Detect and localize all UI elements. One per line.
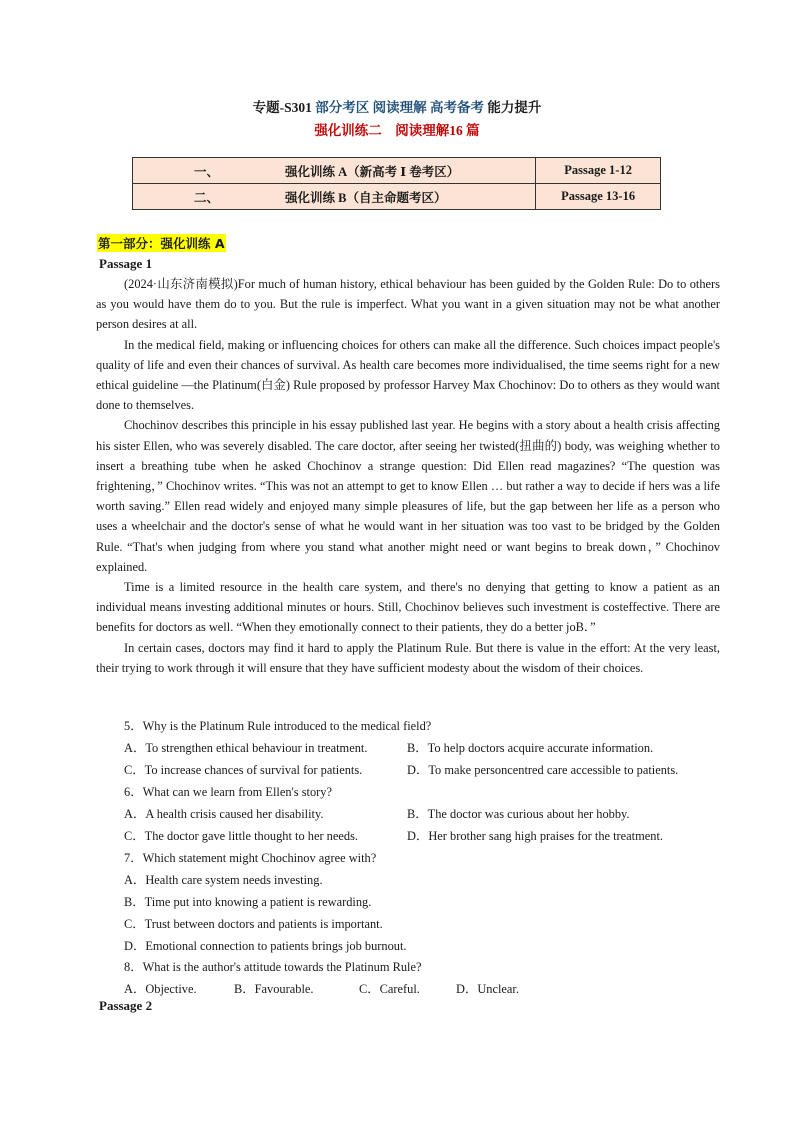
question-stem: 6．What can we learn from Ellen's story? xyxy=(124,785,332,799)
question-stem: 5．Why is the Platinum Rule introduced to the medical field? xyxy=(124,719,432,733)
option: D．Unclear. xyxy=(456,982,519,996)
option: A．Health care system needs investing. xyxy=(124,873,323,887)
option: C．Trust between doctors and patients is important. xyxy=(124,917,383,931)
contents-number: 一、 xyxy=(193,164,219,179)
question-stem: 7．Which statement might Chochinov agree with? xyxy=(124,851,377,865)
option: D．Her brother sang high praises for the treatment. xyxy=(407,829,663,843)
option: C．The doctor gave little thought to her needs. xyxy=(124,829,358,843)
option: B．To help doctors acquire accurate information. xyxy=(407,741,654,755)
title-suffix: 能力提升 xyxy=(487,100,542,115)
contents-range: Passage 13-16 xyxy=(536,184,661,210)
option: C．Careful. xyxy=(359,982,420,996)
document-subtitle: 强化训练二 阅读理解16 篇 xyxy=(314,123,480,138)
passage-label: Passage 1 xyxy=(99,256,153,271)
option: D．To make personcentred care accessible to patients. xyxy=(407,763,679,777)
option: C．To increase chances of survival for patients. xyxy=(124,763,363,777)
contents-cell xyxy=(133,184,536,210)
title-prefix: 专题-S301 xyxy=(252,100,316,115)
contents-number: 二、 xyxy=(193,190,219,205)
paragraph: In the medical field, making or influencing choices for others can make all the difference. Such choices impact people's quality of life and even their chances of survival. As health care becomes more individualised, the time seems right for a new ethical guideline —the Platinum(白金) Rule proposed by professor Harvey Max Chochinov: Do to others as they would want done to themselves. xyxy=(96,337,720,413)
option: B．Favourable. xyxy=(234,982,314,996)
question-stem: 8．What is the author's attitude towards the Platinum Rule? xyxy=(124,960,422,974)
option: A．A health crisis caused her disability. xyxy=(124,807,324,821)
paragraph: Chochinov describes this principle in his essay published last year. He begins with a story about a health crisis affecting his sister Ellen, who was severely disabled. The care doctor, after seeing her twisted(扭曲的) body, was weighing whether to insert a breathing tube when he asked Chochinov a strange question: Did Ellen read magazines? “The question was frightening，” Chochinov writes. “This was not an attempt to get to know Ellen … but rather a way to decide if hers was a life worth saving.” Ellen read widely and enjoyed many simple pleasures of life, but the gap between her life as a person who uses a wheelchair and the doctor's sense of what he would want in her situation was too vast to be bridged by the Golden Rule. “That's when judging from where you stand what another might need or want begins to break down，” Chochinov explained. xyxy=(96,418,720,574)
contents-label: 强化训练 B（自主命题考区） xyxy=(285,190,447,205)
paragraph: (2024·山东济南模拟)For much of human history, ethical behaviour has been guided by the Golden Rule: Do to others as you would have them do to you. But the rule is imperfect. What you want in a given situation may not be what another person desires at all. xyxy=(96,277,720,332)
contents-range: Passage 1-12 xyxy=(536,158,661,184)
paragraph: In certain cases, doctors may find it hard to apply the Platinum Rule. But there is value in the effort: At the very least, their trying to work through it will ensure that they have sufficient modesty about the wisdom of their choices. xyxy=(96,640,720,675)
passage-label: Passage 2 xyxy=(99,998,153,1013)
paragraph: Time is a limited resource in the health care system, and there's no denying that getting to know a patient as an individual means investing additional minutes or hours. Still, Chochinov believes such investment is costeffective. There are benefits for doctors as well. “When they emotionally connect to their patients, they do a better joB．” xyxy=(96,580,720,635)
option: A．To strengthen ethical behaviour in treatment. xyxy=(124,741,368,755)
passage-body xyxy=(96,274,720,678)
part-heading: 第一部分：强化训练 A xyxy=(98,236,225,251)
contents-cell xyxy=(133,158,536,184)
contents-table xyxy=(132,157,661,210)
option: A．Objective. xyxy=(124,982,197,996)
option: B．The doctor was curious about her hobby. xyxy=(407,807,630,821)
document-title xyxy=(0,96,794,116)
contents-label: 强化训练 A（新高考 Ⅰ 卷考区） xyxy=(285,164,460,179)
table-row xyxy=(133,184,661,210)
table-row xyxy=(133,158,661,184)
option: D．Emotional connection to patients brings job burnout. xyxy=(124,939,407,953)
title-highlight: 部分考区 阅读理解 高考备考 xyxy=(315,100,488,115)
option: B．Time put into knowing a patient is rewarding. xyxy=(124,895,372,909)
